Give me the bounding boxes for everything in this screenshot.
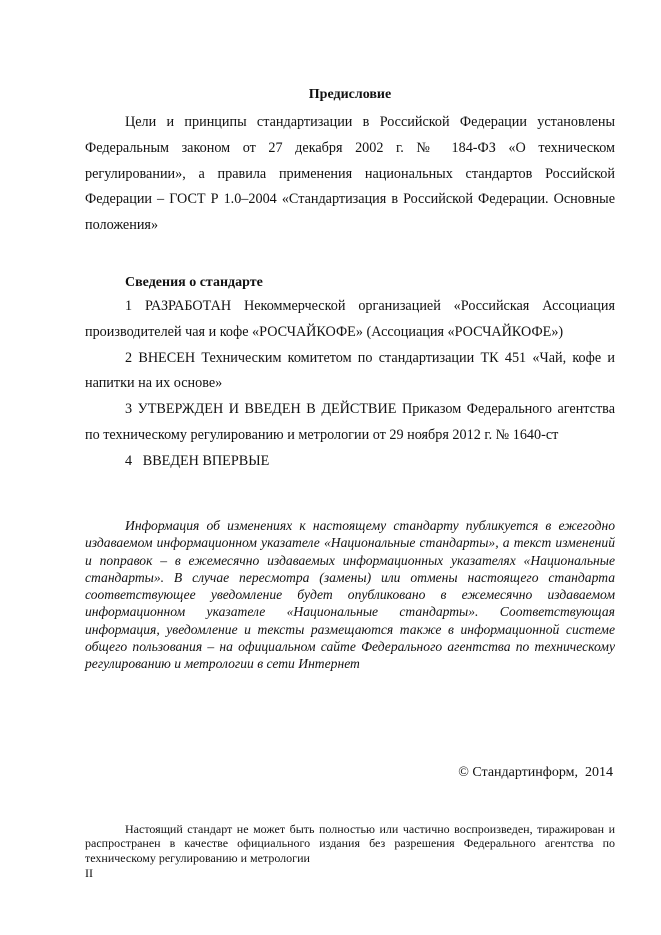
preface-title-text: Предисловие: [308, 87, 392, 102]
copyright-line: © Стандартинформ, 2014: [458, 765, 613, 780]
standard-info-item-1: 1 РАЗРАБОТАН Некоммерческой организацией «Российская Ассоциация производителей чая и кофе «РОСЧАЙКОФЕ» (Ассоциация «РОСЧАЙКОФЕ»): [85, 298, 615, 340]
standard-info-item-4: 4 ВВЕДЕН ВПЕРВЫЕ: [125, 452, 270, 469]
page-number: II: [85, 866, 93, 880]
standard-info-item-3: 3 УТВЕРЖДЕН И ВВЕДЕН В ДЕЙСТВИЕ Приказом Федерального агентства по техническому регулированию и метрологии от 29 ноября 2012 г. № 1640-ст: [85, 401, 615, 443]
preface-text: Цели и принципы стандартизации в Российской Федерации установлены Федеральным законом от 27 декабря 2002 г. № 184-ФЗ «О техническом регулировании», а правила применения национальных стандартов Российской Федерации – ГОСТ Р 1.0–2004 «Стандартизация в Российской Федерации. Основные положения»: [85, 114, 615, 234]
preface-title: [85, 86, 615, 104]
reproduction-notice: Настоящий стандарт не может быть полностью или частично воспроизведен, тиражирован и распространен в качестве официального издания без разрешения Федерального агентства по техническому регулированию и метрологии: [85, 822, 615, 865]
changes-notice: Информация об изменениях к настоящему стандарту публикуется в ежегодно издаваемом информационном указателе «Национальные стандарты», а текст изменений и поправок – в ежемесячно издаваемых информационных указателях «Национальные стандарты». В случае пересмотра (замены) или отмены настоящего стандарта соответствующее уведомление будет опубликовано в ежемесячно издаваемом информационном указателе «Национальные стандарты». Соответствующая информация, уведомление и тексты размещаются также в информационной системе общего пользования – на официальном сайте Федерального агентства по техническому регулированию и метрологии в сети Интернет: [85, 518, 615, 672]
standard-info-item-2: 2 ВНЕСЕН Техническим комитетом по стандартизации ТК 451 «Чай, кофе и напитки на их основе»: [85, 349, 615, 392]
standard-info-list: [85, 294, 615, 475]
standard-info-heading: Сведения о стандарте: [125, 275, 263, 290]
